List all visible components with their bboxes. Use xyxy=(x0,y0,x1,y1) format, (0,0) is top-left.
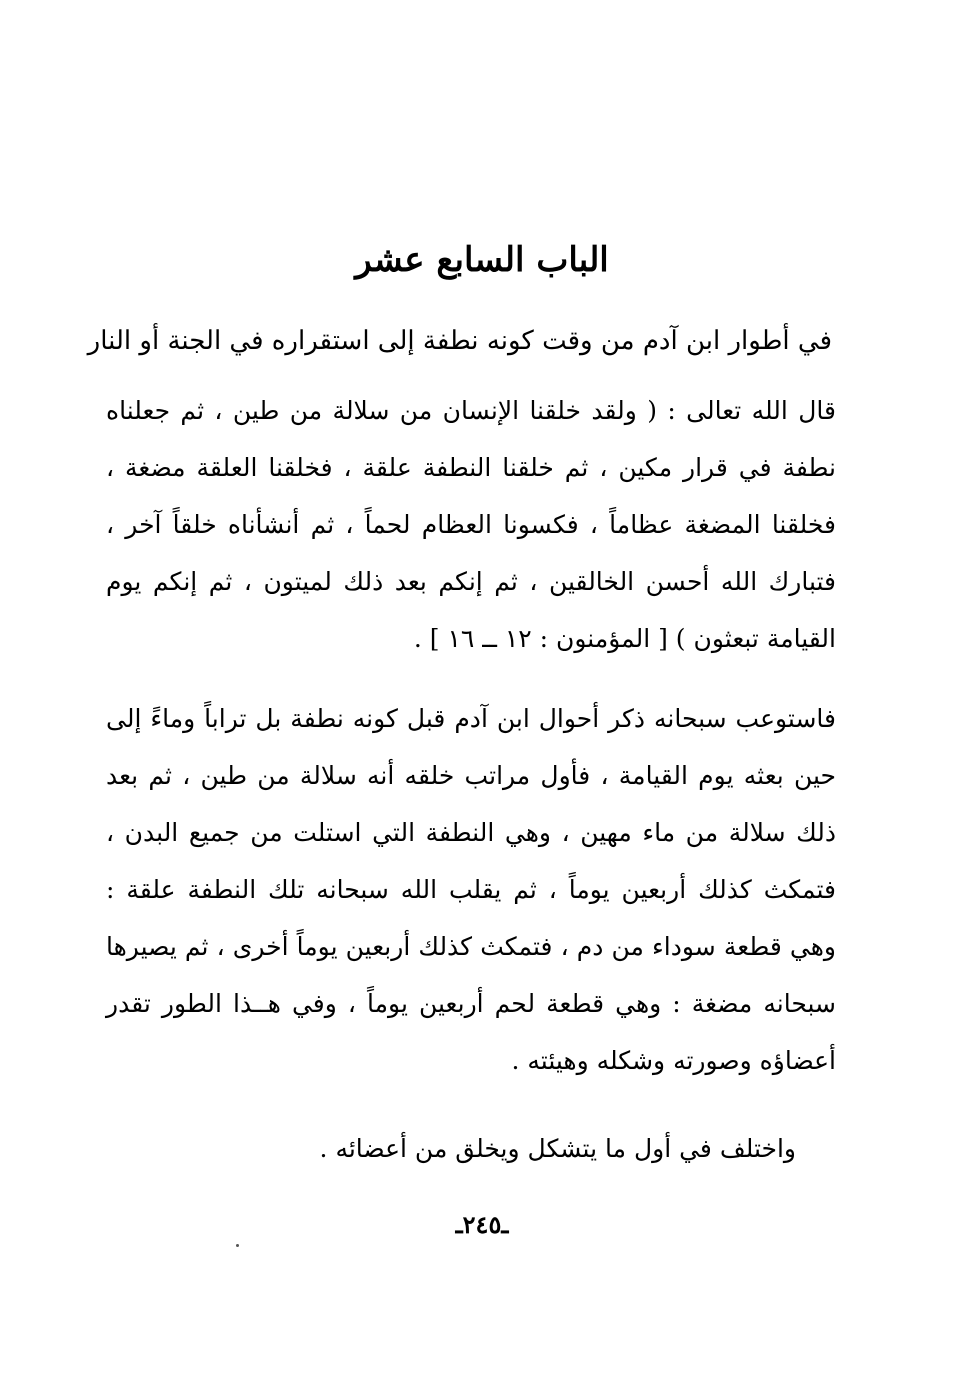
body-paragraph: فاستوعب سبحانه ذكر أحوال ابن آدم قبل كونه نطفة بل تراباً وماءً إلى حين بعثه يوم القيامة ، فأول مراتب خلقه أنه سلالة من طين ، ثم بعد ذلك سلالة من ماء مهين ، وهي النطفة التي استلت من جميع البدن ، فتمكث كذلك أربعين يوماً ، ثم يقلب الله سبحانه تلك النطفة علقة : وهي قطعة سوداء من دم ، فتمكث كذلك أربعين يوماً أخرى ، ثم يصيرها سبحانه مضغة : وهي قطعة لحم أربعين يوماً ، وفي هــذا الطور تقدر أعضاؤه وصورته وشكله وهيئته . xyxy=(106,704,836,1075)
closing-paragraph: واختلف في أول ما يتشكل ويخلق من أعضائه . xyxy=(319,1134,796,1163)
quran-quote-paragraph: قال الله تعالى : ( ولقد خلقنا الإنسان من سلالة من طين ، ثم جعلناه نطفة في قرار مكين ، ثم خلقنا النطفة علقة ، فخلقنا العلقة مضغة ، فخلقنا المضغة عظاماً ، فكسونا العظام لحماً ، ثم أنشأناه خلقاً آخر ، فتبارك الله أحسن الخالقين ، ثم إنكم بعد ذلك لميتون ، ثم إنكم يوم القيامة تبعثون ) [ المؤمنون : ١٢ ــ ١٦ ] . xyxy=(106,396,836,653)
section-heading: في أطوار ابن آدم من وقت كونه نطفة إلى استقراره في الجنة أو النار xyxy=(87,326,832,356)
speck-mark xyxy=(236,1244,239,1247)
page-number: ـ٢٤٥ـ xyxy=(455,1210,509,1239)
chapter-title: الباب السابع عشر xyxy=(355,240,609,280)
